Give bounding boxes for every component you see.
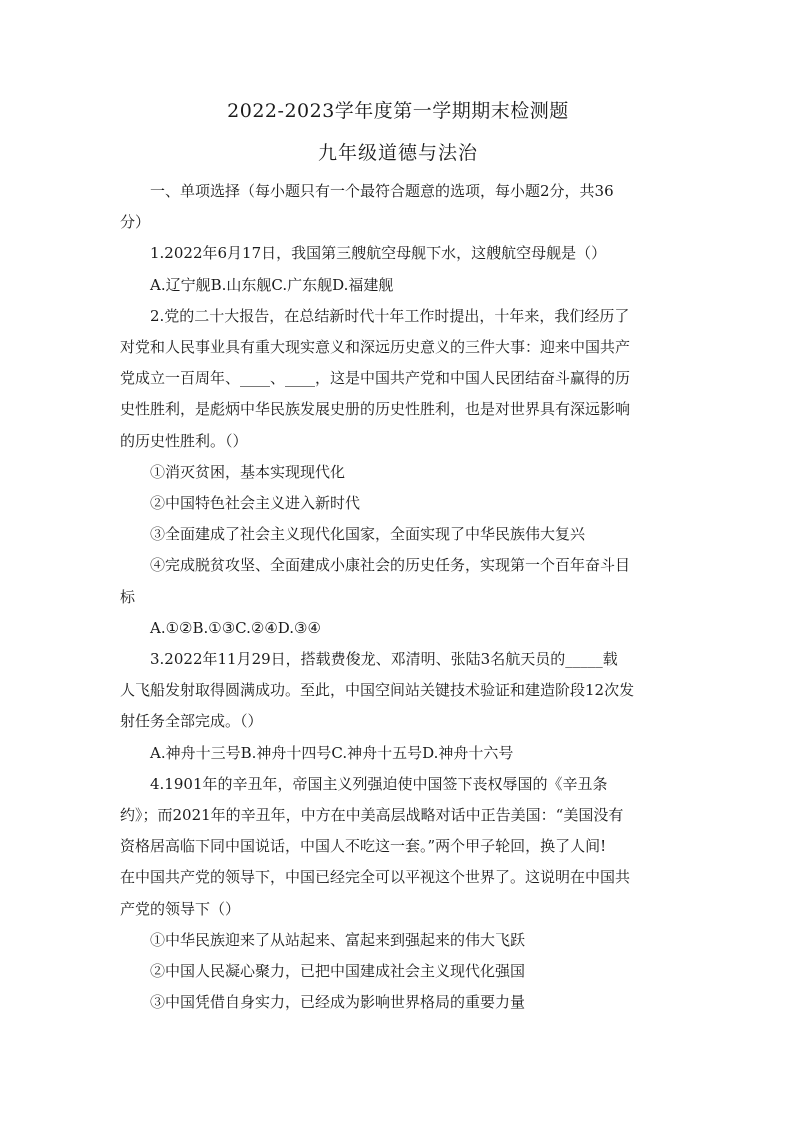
text-line: 产党的领导下（）	[120, 899, 241, 918]
page-content	[120, 96, 676, 1018]
text-line: 射任务全部完成。（）	[120, 712, 263, 731]
exam-title: 2022-2023学年度第一学期期末检测题	[227, 100, 569, 122]
text-line: 对党和人民事业具有重大现实意义和深远历史意义的三件大事：迎来中国共产	[120, 338, 631, 357]
text-line: 的历史性胜利。（）	[120, 431, 248, 450]
text-line: 在中国共产党的领导下，中国已经完全可以平视这个世界了。这说明在中国共	[120, 868, 631, 887]
text-line: 一、单项选择（每小题只有一个最符合题意的选项，每小题2分，共36	[150, 182, 614, 200]
text-line: ③中国凭借自身实力，已经成为影响世界格局的重要力量	[150, 993, 526, 1012]
text-line: 约》；而2021年的辛丑年，中方在中美高层战略对话中正告美国：“美国没有	[120, 806, 624, 825]
text-line: 分）	[120, 213, 151, 232]
text-line: 人飞船发射取得圆满成功。至此，中国空间站关键技术验证和建造阶段12次发	[120, 681, 635, 700]
text-line: A.①②B.①③C.②④D.③④	[150, 618, 321, 637]
exam-body	[120, 176, 676, 1018]
text-line: ②中国人民凝心聚力，已把中国建成社会主义现代化强国	[150, 962, 526, 981]
text-line: ③全面建成了社会主义现代化国家，全面实现了中华民族伟大复兴	[150, 525, 586, 544]
text-line: 资格居高临下同中国说话，中国人不吃这一套。”两个甲子轮回，换了人间!	[120, 837, 607, 856]
text-line: A.神舟十三号B.神舟十四号C.神舟十五号D.神舟十六号	[150, 743, 514, 762]
text-line: 3.2022年11月29日，搭载费俊龙、邓清明、张陆3名航天员的_____载	[150, 650, 618, 669]
text-line: 党成立一百周年、____、____，这是中国共产党和中国人民团结奋斗赢得的历	[120, 369, 631, 388]
text-line: ①消灭贫困，基本实现现代化	[150, 462, 346, 481]
text-line: ④完成脱贫攻坚、全面建成小康社会的历史任务，实现第一个百年奋斗目	[150, 556, 631, 575]
text-line: ②中国特色社会主义进入新时代	[150, 494, 361, 513]
text-line: 史性胜利，是彪炳中华民族发展史册的历史性胜利，也是对世界具有深远影响	[120, 400, 631, 419]
text-line: 标	[120, 587, 136, 606]
text-line: ①中华民族迎来了从站起来、富起来到强起来的伟大飞跃	[150, 930, 526, 949]
text-line: 1.2022年6月17日，我国第三艘航空母舰下水，这艘航空母舰是（）	[150, 244, 607, 263]
text-line: 4.1901年的辛丑年，帝国主义列强迫使中国签下丧权辱国的《辛丑条	[150, 774, 608, 793]
exam-subject: 九年级道德与法治	[317, 142, 478, 164]
text-line: A.辽宁舰B.山东舰C.广东舰D.福建舰	[150, 275, 394, 294]
text-line: 2.党的二十大报告，在总结新时代十年工作时提出，十年来，我们经历了	[150, 306, 630, 325]
